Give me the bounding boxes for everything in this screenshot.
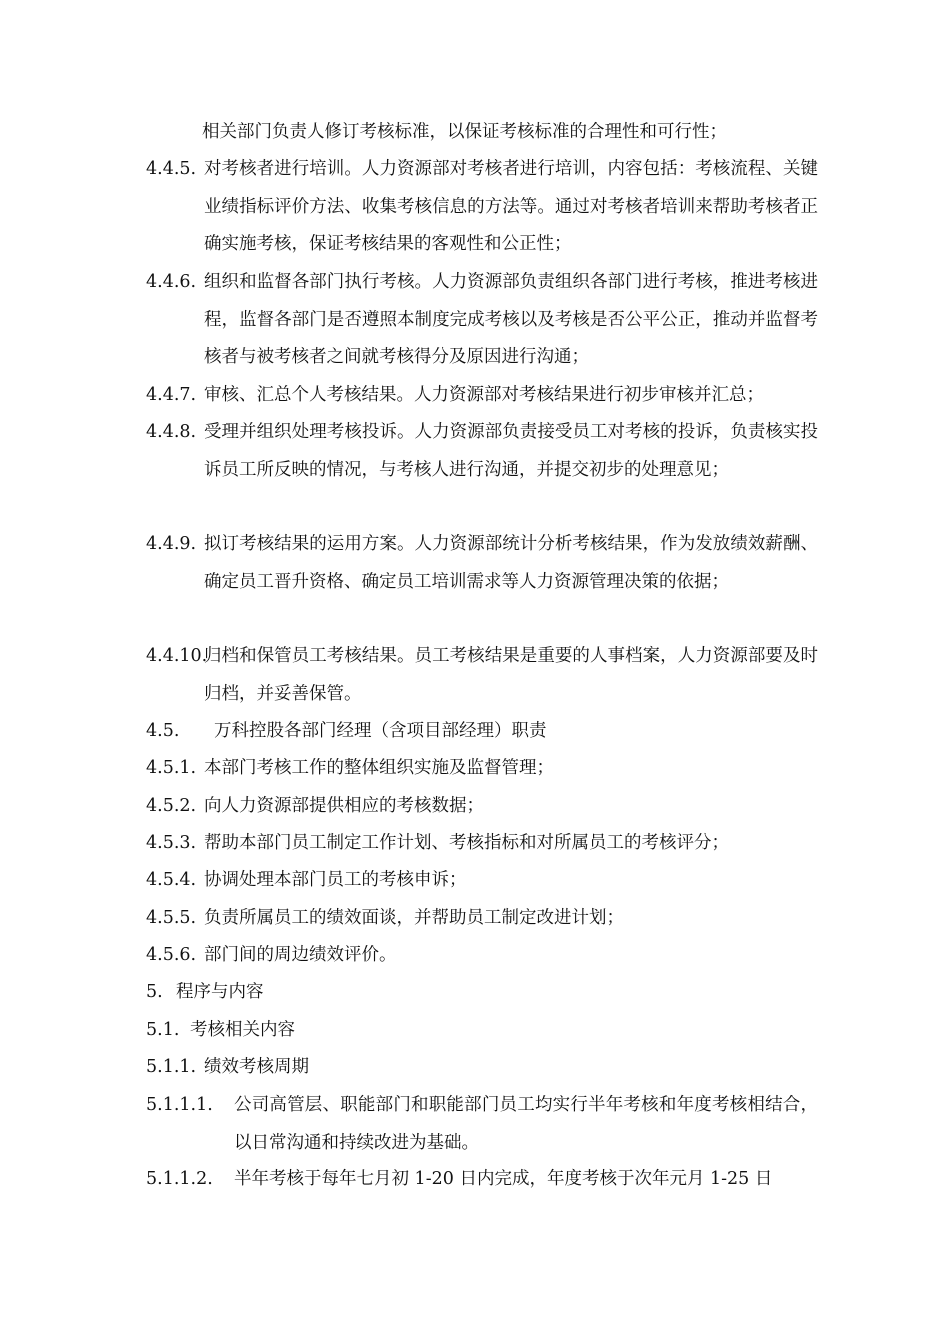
clause-number: 4.4.10. (146, 646, 208, 666)
clause-text: 部门间的周边绩效评价。 (204, 945, 397, 965)
clause-4-5-5 (146, 900, 818, 938)
clause-number: 4.5.5. (146, 908, 197, 928)
clause-4-5-4 (146, 862, 818, 900)
clause-text: 帮助本部门员工制定工作计划、考核指标和对所属员工的考核评分； (204, 833, 729, 853)
clause-text: 归档和保管员工考核结果。员工考核结果是重要的人事档案，人力资源部要及时归档，并妥善保管。 (204, 646, 818, 704)
section-title: 程序与内容 (176, 982, 264, 1002)
clause-4-5-1 (146, 750, 818, 788)
clause-number: 5.1.1.1. (146, 1095, 213, 1115)
clause-text: 对考核者进行培训。人力资源部对考核者进行培训，内容包括：考核流程、关键业绩指标评价方法、收集考核信息的方法等。通过对考核者培训来帮助考核者正确实施考核，保证考核结果的客观性和公正性； (204, 159, 818, 254)
clause-4-4-5 (146, 151, 818, 264)
clause-4-4-7 (146, 377, 818, 415)
clause-text: 审核、汇总个人考核结果。人力资源部对考核结果进行初步审核并汇总； (204, 385, 764, 405)
clause-number: 5.1.1.2. (146, 1169, 213, 1189)
clause-4-4-8 (146, 414, 818, 489)
clause-4-4-6 (146, 264, 818, 377)
clause-5-1-1-2 (146, 1161, 818, 1199)
clause-number: 4.4.9. (146, 534, 197, 554)
section-5-1 (146, 1012, 818, 1050)
continuation-line (202, 114, 816, 152)
clause-4-5-2 (146, 788, 818, 826)
section-title: 考核相关内容 (190, 1020, 295, 1040)
section-number: 4.5. (146, 721, 180, 741)
clause-number: 4.4.6. (146, 272, 197, 292)
section-4-5 (146, 713, 818, 751)
clause-number: 4.5.6. (146, 945, 197, 965)
section-number: 5.1. (146, 1020, 180, 1040)
section-5-1-1 (146, 1049, 818, 1087)
clause-number: 4.4.5. (146, 159, 197, 179)
clause-text: 公司高管层、职能部门和职能部门员工均实行半年考核和年度考核相结合，以日常沟通和持续改进为基础。 (234, 1095, 818, 1153)
clause-number: 4.4.8. (146, 422, 197, 442)
clause-4-5-6 (146, 937, 818, 975)
clause-5-1-1-1 (146, 1087, 818, 1162)
section-title: 绩效考核周期 (204, 1057, 309, 1077)
clause-text: 组织和监督各部门执行考核。人力资源部负责组织各部门进行考核，推进考核进程，监督各部门是否遵照本制度完成考核以及考核是否公平公正，推动并监督考核者与被考核者之间就考核得分及原因进行沟通； (204, 272, 818, 367)
clause-text: 拟订考核结果的运用方案。人力资源部统计分析考核结果，作为发放绩效薪酬、确定员工晋升资格、确定员工培训需求等人力资源管理决策的依据； (204, 534, 818, 592)
clause-4-4-10 (146, 638, 818, 713)
clause-text: 向人力资源部提供相应的考核数据； (204, 796, 484, 816)
clause-text: 受理并组织处理考核投诉。人力资源部负责接受员工对考核的投诉，负责核实投诉员工所反映的情况，与考核人进行沟通，并提交初步的处理意见； (204, 422, 818, 480)
clause-4-5-3 (146, 825, 818, 863)
clause-text: 本部门考核工作的整体组织实施及监督管理； (204, 758, 554, 778)
clause-text: 协调处理本部门员工的考核申诉； (204, 870, 467, 890)
clause-number: 4.5.1. (146, 758, 197, 778)
section-title: 万科控股各部门经理（含项目部经理）职责 (214, 721, 547, 741)
clause-number: 4.5.3. (146, 833, 197, 853)
clause-text: 半年考核于每年七月初 1-20 日内完成，年度考核于次年元月 1-25 日 (234, 1169, 773, 1189)
clause-number: 4.5.2. (146, 796, 197, 816)
clause-number: 4.5.4. (146, 870, 197, 890)
clause-number: 4.4.7. (146, 385, 197, 405)
clause-4-4-9 (146, 526, 818, 601)
section-5 (146, 974, 818, 1012)
section-number: 5. (146, 982, 163, 1002)
section-number: 5.1.1. (146, 1057, 197, 1077)
paragraph-text: 相关部门负责人修订考核标准，以保证考核标准的合理性和可行性； (202, 122, 727, 142)
clause-text: 负责所属员工的绩效面谈，并帮助员工制定改进计划； (204, 908, 624, 928)
